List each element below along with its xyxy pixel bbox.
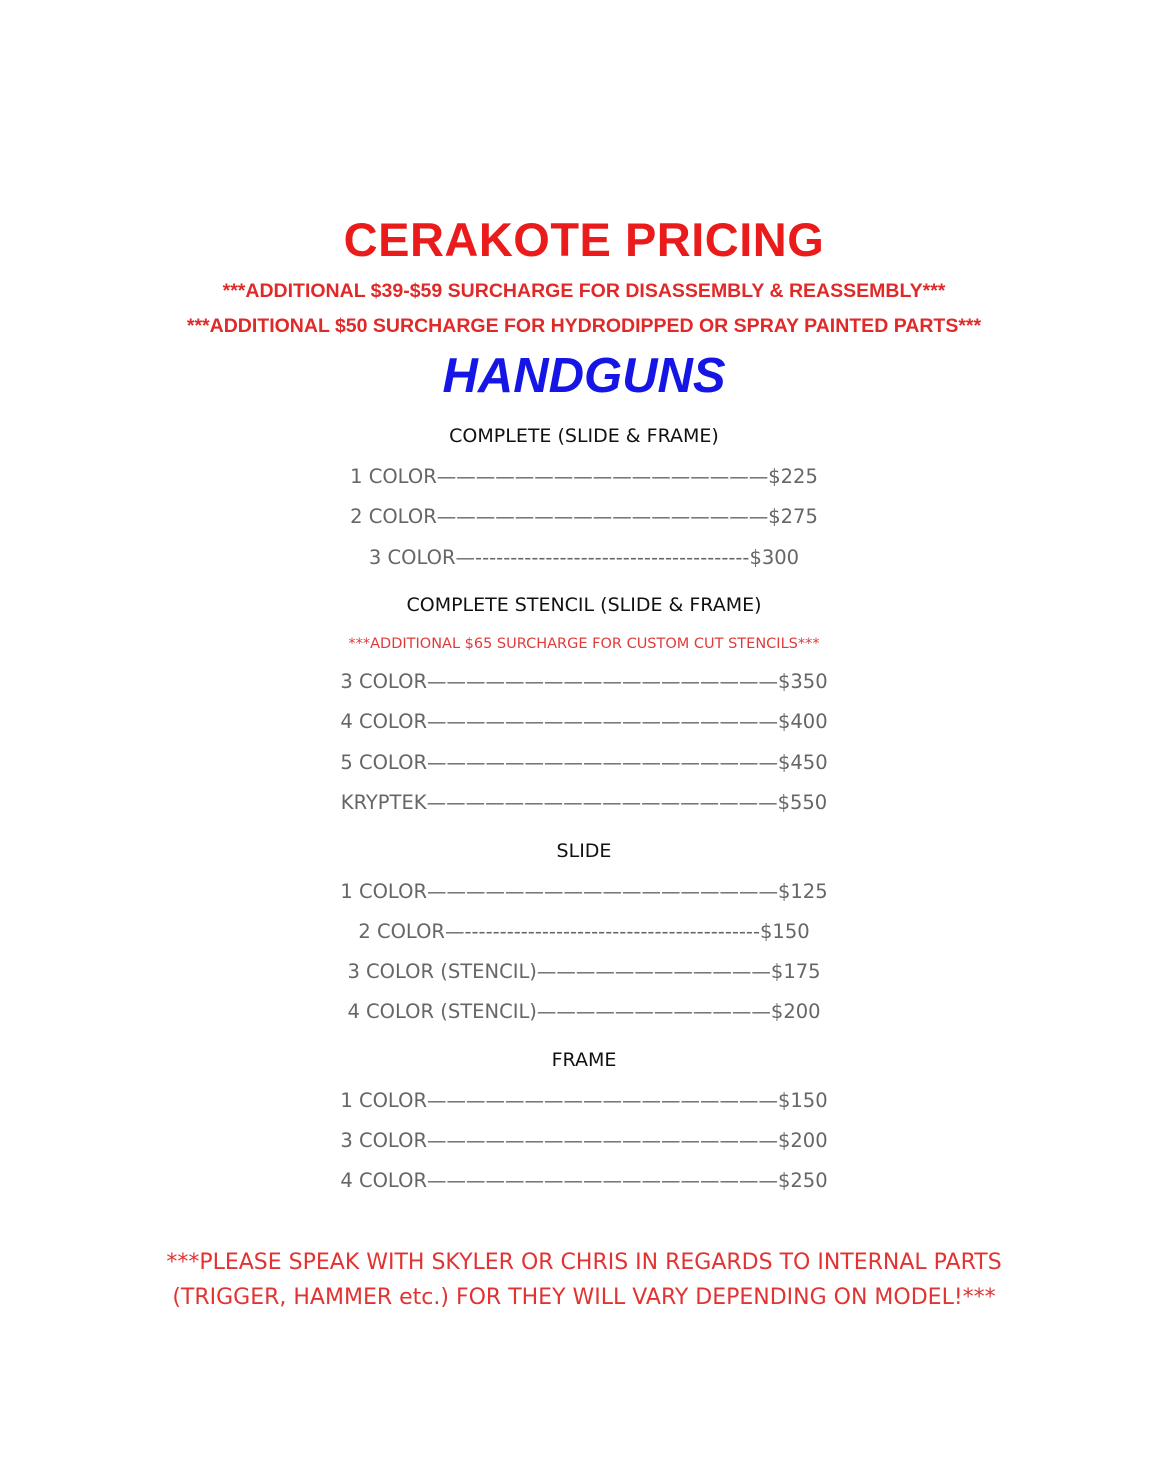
price-row: 3 COLOR (STENCIL)————————————$175 — [347, 960, 821, 983]
group-heading-frame: FRAME — [551, 1049, 617, 1071]
price-row: 4 COLOR (STENCIL)————————————$200 — [347, 1000, 821, 1023]
surcharge-hydrodip: ***ADDITIONAL $50 SURCHARGE FOR HYDRODIPPED OR SPRAY PAINTED PARTS*** — [186, 315, 982, 337]
price-row: 3 COLOR——————————————————$350 — [340, 670, 828, 693]
group-heading-complete-stencil: COMPLETE STENCIL (SLIDE & FRAME) — [406, 594, 762, 616]
group-heading-slide: SLIDE — [556, 840, 612, 862]
price-row: 5 COLOR——————————————————$450 — [340, 751, 828, 774]
price-row: 3 COLOR—---------------------------------------$300 — [368, 546, 800, 569]
section-title-handguns: HANDGUNS — [442, 349, 726, 403]
surcharge-disassembly: ***ADDITIONAL $39-$59 SURCHARGE FOR DISASSEMBLY & REASSEMBLY*** — [222, 280, 946, 302]
price-row: KRYPTEK——————————————————$550 — [340, 791, 828, 814]
price-row: 4 COLOR——————————————————$250 — [340, 1169, 828, 1192]
price-row: 1 COLOR—————————————————$225 — [350, 465, 818, 488]
group-heading-complete: COMPLETE (SLIDE & FRAME) — [449, 425, 719, 447]
price-row: 4 COLOR——————————————————$400 — [340, 710, 828, 733]
footer-note-line-2: (TRIGGER, HAMMER etc.) FOR THEY WILL VARY DEPENDING ON MODEL!*** — [172, 1285, 996, 1310]
footer-note-line-1: ***PLEASE SPEAK WITH SKYLER OR CHRIS IN REGARDS TO INTERNAL PARTS — [166, 1250, 1002, 1275]
price-row: 3 COLOR——————————————————$200 — [340, 1129, 828, 1152]
price-row: 1 COLOR——————————————————$125 — [340, 880, 828, 903]
price-row: 2 COLOR—------------------------------------------$150 — [358, 920, 810, 943]
page-title: CERAKOTE PRICING — [343, 213, 825, 266]
price-row: 2 COLOR—————————————————$275 — [350, 505, 818, 528]
stencil-surcharge-note: ***ADDITIONAL $65 SURCHARGE FOR CUSTOM CUT STENCILS*** — [348, 636, 820, 652]
price-row: 1 COLOR——————————————————$150 — [340, 1089, 828, 1112]
